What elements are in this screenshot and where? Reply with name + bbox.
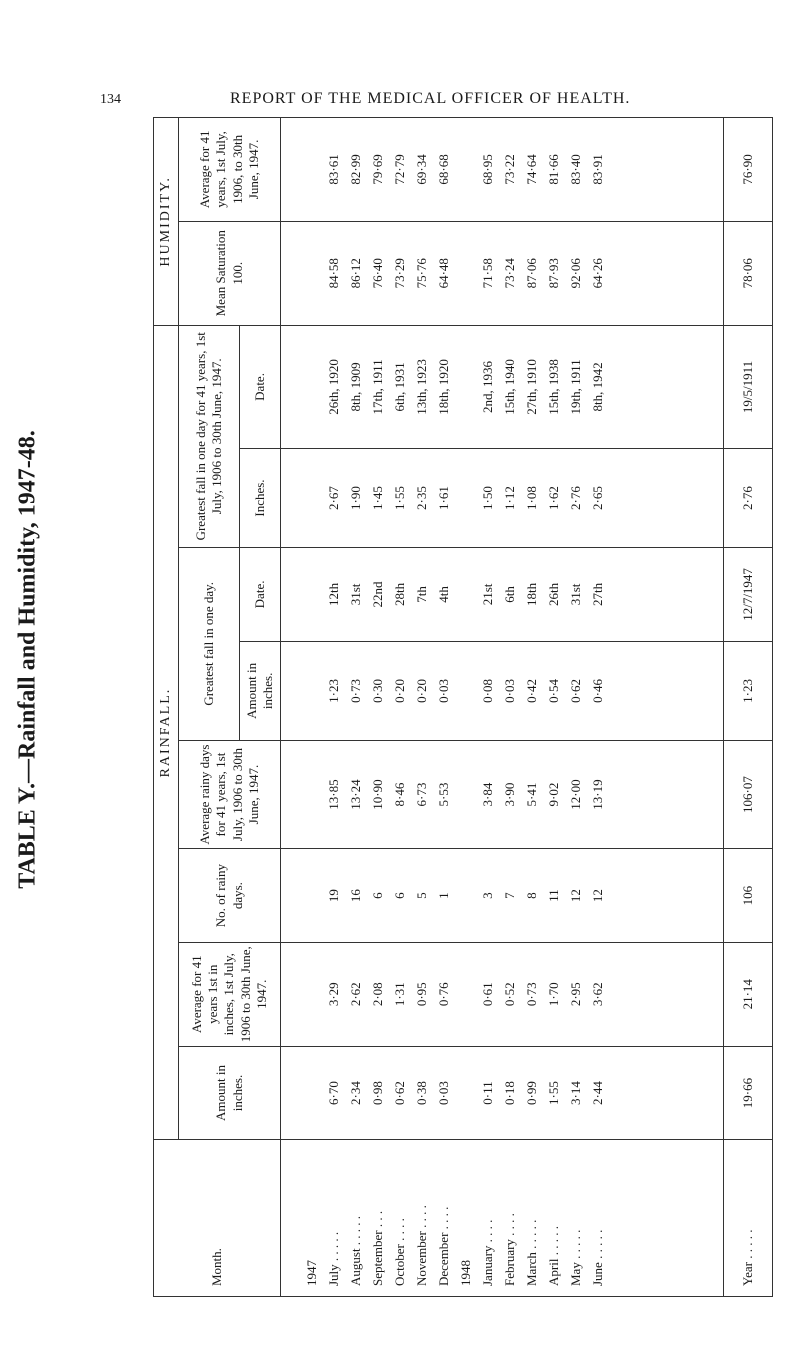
cell-rainy: 7	[502, 892, 517, 899]
cell-saturation: 71·58	[480, 258, 495, 289]
total-g41-inches: 2·76	[724, 449, 773, 548]
cell-avg-hum: 68·68	[436, 154, 451, 185]
cell-avg-rainy: 9·02	[546, 782, 561, 807]
cell-amount: 0·98	[370, 1081, 385, 1105]
cell-gf-amount: 0·03	[502, 678, 517, 703]
cell-rainy: 1	[436, 892, 451, 899]
header-gf-date: Date.	[240, 547, 281, 641]
cell-g41-date: 13th, 1923	[414, 359, 429, 415]
cell-g41-date: 19th, 1911	[568, 359, 583, 415]
cell-average: 3·62	[590, 982, 605, 1007]
cell-g41-date: 8th, 1942	[590, 362, 605, 412]
cell-g41-inches: 1·55	[392, 486, 407, 510]
cell-avg-rainy: 10·90	[370, 779, 385, 810]
cell-gf-amount: 0·30	[370, 678, 385, 703]
spacer	[455, 743, 477, 847]
total-rainy: 106	[724, 849, 773, 943]
cell-gf-date: 12th	[326, 582, 341, 606]
cell-amount: 0·03	[436, 1081, 451, 1105]
cell-avg-rainy: 8·46	[392, 782, 407, 807]
spacer	[301, 550, 323, 639]
total-avg-rainy: 106·07	[724, 740, 773, 849]
rainy-days-column	[281, 849, 724, 943]
month-label: August . . . . .	[348, 1215, 363, 1286]
spacer	[301, 743, 323, 847]
month-label: January . . . .	[480, 1219, 495, 1286]
cell-avg-hum: 73·22	[502, 154, 517, 185]
header-mean-saturation: Mean Saturation 100.	[179, 221, 281, 325]
amount-column	[281, 1046, 724, 1140]
cell-avg-hum: 72·79	[392, 154, 407, 185]
year-label: 1947	[304, 1260, 319, 1286]
header-avg-rainy-days: Average rainy days for 41 years, 1st July, 1906 to 30th June, 1947.	[179, 740, 281, 849]
spacer	[455, 328, 477, 447]
cell-g41-inches: 2·35	[414, 486, 429, 510]
spacer	[301, 451, 323, 545]
cell-avg-rainy: 13·24	[348, 779, 363, 810]
cell-gf-date: 26th	[546, 582, 561, 606]
cell-average: 0·61	[480, 982, 495, 1007]
total-saturation: 78·06	[724, 221, 773, 325]
cell-gf-amount: 0·20	[392, 678, 407, 703]
cell-avg-hum: 81·66	[546, 154, 561, 185]
rainfall-humidity-table	[153, 117, 773, 1297]
cell-amount: 2·34	[348, 1081, 363, 1105]
cell-avg-rainy: 6·73	[414, 782, 429, 807]
table-title: TABLE Y.—Rainfall and Humidity, 1947-48.	[14, 430, 41, 889]
header-avg-humidity: Average for 41 years, 1st July, 1906, to 30th June, 1947.	[179, 118, 281, 222]
group-rainfall: RAINFALL.	[154, 325, 179, 1140]
header-g41-date: Date.	[240, 325, 281, 449]
cell-g41-inches: 1·08	[524, 486, 539, 510]
cell-g41-inches: 1·90	[348, 486, 363, 510]
spacer	[455, 224, 477, 323]
cell-gf-amount: 0·46	[590, 678, 605, 703]
cell-g41-inches: 1·45	[370, 486, 385, 510]
spacer	[301, 644, 323, 738]
cell-gf-amount: 0·42	[524, 678, 539, 703]
cell-amount: 1·55	[546, 1081, 561, 1105]
cell-g41-inches: 1·50	[480, 486, 495, 510]
cell-g41-inches: 1·12	[502, 486, 517, 510]
g41-date-column	[281, 325, 724, 449]
cell-gf-amount: 1·23	[326, 678, 341, 703]
month-label: December . . . .	[436, 1206, 451, 1286]
cell-gf-amount: 0·54	[546, 678, 561, 703]
month-label: May . . . . .	[568, 1229, 583, 1286]
rotated-table	[153, 117, 773, 1297]
cell-gf-date: 31st	[348, 583, 363, 606]
total-label: Year . . . . .	[724, 1140, 773, 1297]
cell-g41-date: 8th, 1909	[348, 362, 363, 412]
cell-rainy: 11	[546, 889, 561, 902]
cell-gf-amount: 0·08	[480, 678, 495, 703]
saturation-column	[281, 221, 724, 325]
cell-g41-date: 2nd, 1936	[480, 360, 495, 413]
cell-saturation: 64·26	[590, 258, 605, 289]
cell-avg-rainy: 13·85	[326, 779, 341, 810]
month-label: November . . . .	[414, 1205, 429, 1286]
cell-g41-inches: 1·62	[546, 486, 561, 510]
cell-average: 1·31	[392, 982, 407, 1007]
cell-gf-date: 6th	[502, 586, 517, 603]
cell-saturation: 86·12	[348, 258, 363, 289]
spacer	[301, 1049, 323, 1138]
spacer	[455, 120, 477, 219]
cell-g41-date: 15th, 1940	[502, 359, 517, 415]
cell-rainy: 6	[370, 892, 385, 899]
cell-average: 3·29	[326, 982, 341, 1007]
cell-gf-date: 4th	[436, 586, 451, 603]
cell-g41-date: 15th, 1938	[546, 359, 561, 415]
header-rainy-days: No. of rainy days.	[179, 849, 281, 943]
average-column	[281, 942, 724, 1046]
month-label: June . . . . .	[590, 1229, 605, 1286]
header-average-41: Average for 41 years 1st in inches, 1st July, 1906 to 30th June, 1947.	[179, 942, 281, 1046]
cell-saturation: 73·29	[392, 258, 407, 289]
cell-rainy: 6	[392, 892, 407, 899]
cell-saturation: 75·76	[414, 258, 429, 289]
cell-rainy: 12	[568, 889, 583, 903]
cell-g41-date: 27th, 1910	[524, 359, 539, 415]
cell-gf-amount: 0·03	[436, 678, 451, 703]
cell-amount: 3·14	[568, 1081, 583, 1105]
cell-avg-hum: 83·40	[568, 154, 583, 185]
page-number: 134	[100, 92, 121, 107]
cell-rainy: 8	[524, 892, 539, 899]
header-greatest-41-years: Greatest fall in one day for 41 years, 1st July, 1906 to 30th June, 1947.	[179, 325, 240, 547]
cell-saturation: 84·58	[326, 258, 341, 289]
spacer	[301, 224, 323, 323]
total-amount: 19·66	[724, 1046, 773, 1140]
month-label: July . . . . .	[326, 1231, 341, 1286]
cell-average: 2·95	[568, 982, 583, 1007]
cell-avg-hum: 68·95	[480, 154, 495, 185]
header-month: Month.	[154, 1140, 281, 1297]
header-greatest-one-day: Greatest fall in one day.	[179, 547, 240, 740]
cell-amount: 0·18	[502, 1081, 517, 1105]
cell-gf-date: 7th	[414, 586, 429, 603]
cell-gf-amount: 0·20	[414, 678, 429, 703]
cell-rainy: 16	[348, 889, 363, 903]
spacer	[455, 451, 477, 545]
spacer	[301, 851, 323, 940]
cell-rainy: 19	[326, 889, 341, 903]
total-avg-humidity: 76·90	[724, 118, 773, 222]
cell-average: 0·76	[436, 982, 451, 1007]
cell-avg-hum: 74·64	[524, 154, 539, 185]
cell-saturation: 87·93	[546, 258, 561, 289]
total-row	[724, 118, 773, 1297]
cell-gf-amount: 0·73	[348, 678, 363, 703]
month-label: February . . . .	[502, 1213, 517, 1286]
month-label: April . . . . .	[546, 1226, 561, 1286]
running-head: REPORT OF THE MEDICAL OFFICER OF HEALTH.	[230, 90, 631, 107]
avg-humidity-column	[281, 118, 724, 222]
gf-amount-column	[281, 642, 724, 741]
header-gf-amount: Amount in inches.	[240, 642, 281, 741]
cell-avg-rainy: 5·41	[524, 782, 539, 807]
spacer	[455, 945, 477, 1044]
spacer	[301, 328, 323, 447]
cell-gf-date: 18th	[524, 582, 539, 606]
cell-avg-hum: 83·61	[326, 154, 341, 185]
cell-avg-hum: 83·91	[590, 154, 605, 185]
cell-saturation: 64·48	[436, 258, 451, 289]
cell-saturation: 87·06	[524, 258, 539, 289]
cell-average: 0·73	[524, 982, 539, 1007]
spacer	[455, 550, 477, 639]
cell-g41-date: 17th, 1911	[370, 359, 385, 415]
cell-saturation: 73·24	[502, 258, 517, 289]
total-average: 21·14	[724, 942, 773, 1046]
spacer	[301, 120, 323, 219]
cell-average: 0·95	[414, 982, 429, 1007]
cell-g41-inches: 2·67	[326, 486, 341, 510]
g41-inches-column	[281, 449, 724, 548]
spacer	[455, 644, 477, 738]
month-label: September . . .	[370, 1210, 385, 1286]
cell-avg-rainy: 13·19	[590, 779, 605, 810]
cell-amount: 0·62	[392, 1081, 407, 1105]
cell-avg-rainy: 5·53	[436, 782, 451, 807]
body-row	[281, 118, 724, 1297]
spacer	[455, 1049, 477, 1138]
cell-g41-inches: 1·61	[436, 486, 451, 510]
month-label: October . . . .	[392, 1218, 407, 1286]
cell-saturation: 92·06	[568, 258, 583, 289]
cell-amount: 2·44	[590, 1081, 605, 1105]
cell-avg-rainy: 3·84	[480, 782, 495, 807]
cell-amount: 0·99	[524, 1081, 539, 1105]
cell-amount: 0·38	[414, 1081, 429, 1105]
rotated-table-wrapper	[153, 117, 773, 1297]
header-g41-inches: Inches.	[240, 449, 281, 548]
month-label: March . . . . .	[524, 1219, 539, 1286]
cell-amount: 6·70	[326, 1081, 341, 1105]
cell-g41-date: 18th, 1920	[436, 359, 451, 415]
group-humidity: HUMIDITY.	[154, 118, 179, 326]
cell-average: 2·62	[348, 982, 363, 1007]
header-amount: Amount in inches.	[179, 1046, 281, 1140]
cell-gf-date: 22nd	[370, 581, 385, 608]
cell-g41-date: 26th, 1920	[326, 359, 341, 415]
cell-gf-amount: 0·62	[568, 678, 583, 703]
cell-gf-date: 21st	[480, 583, 495, 606]
cell-average: 2·08	[370, 982, 385, 1007]
gf-date-column	[281, 547, 724, 641]
cell-g41-inches: 2·65	[590, 486, 605, 510]
avg-rainy-days-column	[281, 740, 724, 849]
spacer	[301, 945, 323, 1044]
cell-saturation: 76·40	[370, 258, 385, 289]
cell-g41-date: 6th, 1931	[392, 362, 407, 412]
total-g41-date: 19/5/1911	[724, 325, 773, 449]
cell-gf-date: 27th	[590, 582, 605, 606]
cell-g41-inches: 2·76	[568, 486, 583, 510]
spacer	[455, 851, 477, 940]
cell-average: 1·70	[546, 982, 561, 1007]
total-gf-date: 12/7/1947	[724, 547, 773, 641]
cell-amount: 0·11	[480, 1081, 495, 1105]
month-column	[281, 1140, 724, 1297]
cell-avg-hum: 79·69	[370, 154, 385, 185]
cell-rainy: 3	[480, 892, 495, 899]
cell-rainy: 12	[590, 889, 605, 903]
total-gf-amount: 1·23	[724, 642, 773, 741]
cell-avg-hum: 69·34	[414, 154, 429, 185]
cell-gf-date: 31st	[568, 583, 583, 606]
cell-gf-date: 28th	[392, 582, 407, 606]
cell-avg-rainy: 12·00	[568, 779, 583, 810]
cell-avg-hum: 82·99	[348, 154, 363, 185]
year-label: 1948	[458, 1260, 473, 1286]
cell-avg-rainy: 3·90	[502, 782, 517, 807]
cell-rainy: 5	[414, 892, 429, 899]
cell-average: 0·52	[502, 982, 517, 1007]
